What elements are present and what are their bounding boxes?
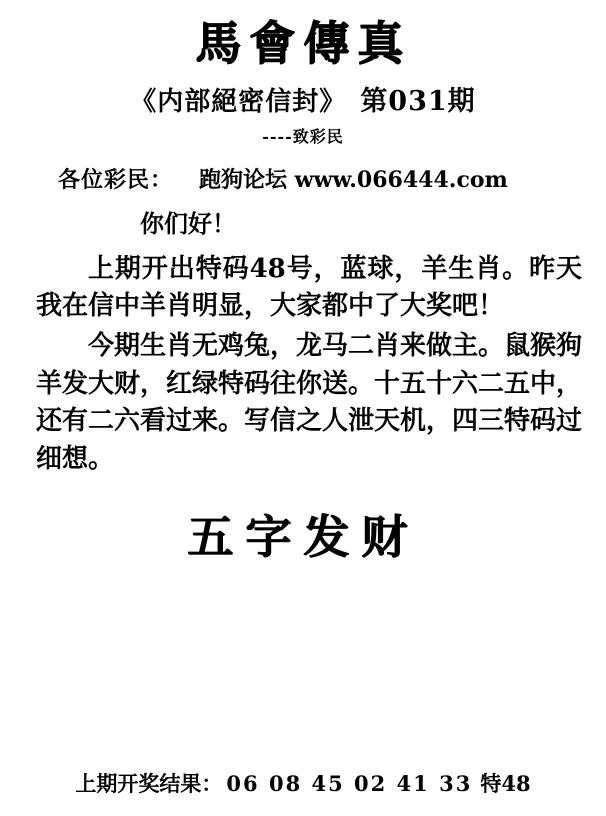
- result-special-number: 特48: [480, 771, 531, 796]
- forum-site-text: 跑狗论坛 www.066444.com: [199, 166, 508, 193]
- subtitle-text: 《内部絕密信封》: [130, 86, 347, 117]
- subtitle-row: [0, 79, 606, 118]
- result-numbers: 06 08 45 02 41 33: [226, 771, 473, 796]
- hello-text: 你们好！: [140, 208, 236, 238]
- dedication-text: ----致彩民: [262, 126, 344, 146]
- greeting-text: 各位彩民：: [58, 166, 174, 193]
- result-label: 上期开奖结果：: [75, 771, 223, 796]
- paragraph-2: 今期生肖无鸡兔，龙马二肖来做主。鼠猴狗羊发大财，红绿特码往你送。十五十六二五中，还有二六看过来。写信之人泄天机，四三特码过细想。: [36, 330, 583, 475]
- page-title: 馬會傳真: [195, 16, 411, 70]
- previous-draw-result: [0, 768, 606, 798]
- document-page: [0, 18, 606, 816]
- issue-number: 第031期: [360, 85, 476, 117]
- greeting-row: [0, 163, 606, 194]
- paragraph-1: 上期开出特码48号，蓝球，羊生肖。昨天我在信中羊肖明显，大家都中了大奖吧！: [36, 253, 582, 322]
- body-text: [0, 251, 606, 479]
- slogan-text: 五字发财: [187, 509, 419, 564]
